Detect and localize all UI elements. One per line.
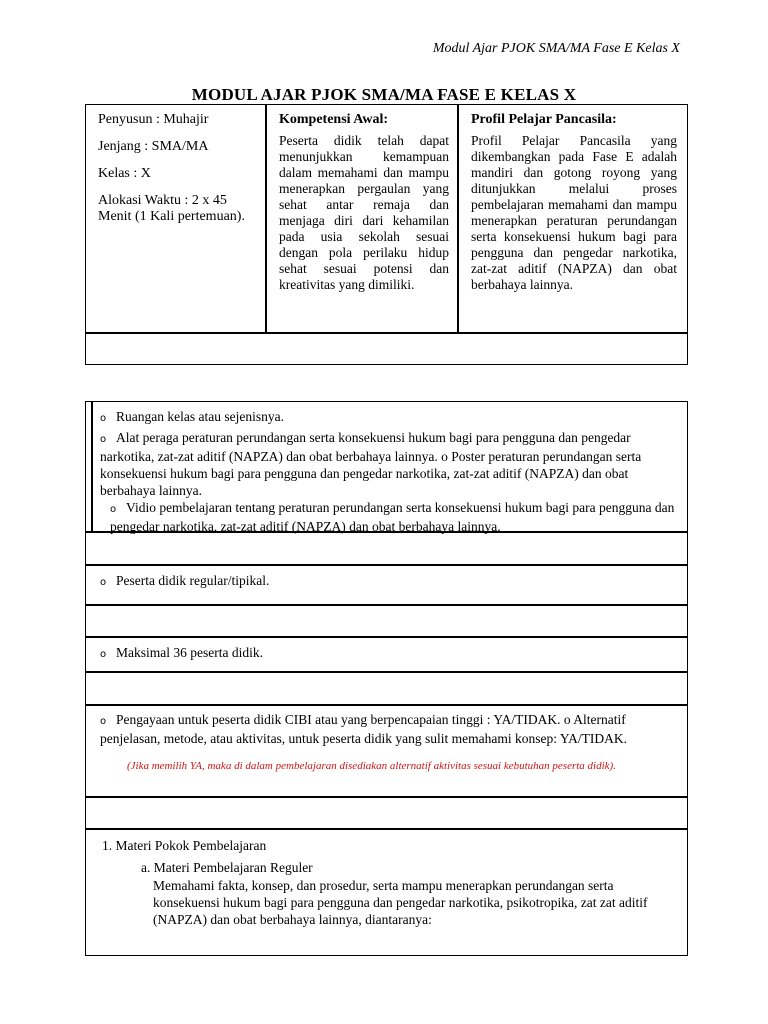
bullet-icon: o — [100, 413, 107, 424]
bullet-icon: o — [100, 434, 107, 445]
kompetensi-body: Peserta didik telah dapat menunjukkan kemampuan dalam memahami dan mampu menerapkan pergaulan yang sehat antar remaja dan menjaga diri dari kehamilan pada usia sekolah sesuai dengan pola perilaku hidup sehat sesuai potensi dan kreativitas yang dimiliki. — [279, 133, 449, 292]
bullet-icon: o — [100, 649, 107, 660]
moda-note: (Jika memilih YA, maka di dalam pembelajaran disediakan alternatif aktivitas sesuai kebutuhan peserta didik). — [127, 760, 616, 772]
jumlah-item: Maksimal 36 peserta didik. — [116, 645, 263, 660]
sarana-item-3: Vidio pembelajaran tentang peraturan perundangan serta konsekuensi hukum bagi para pengguna dan pengedar narkotika, zat-zat aditif (NAPZA) dan obat berbahaya lainnya. — [110, 500, 675, 534]
target-row — [100, 572, 680, 591]
info-col-profil — [471, 112, 677, 293]
kompetensi-heading: Kompetensi Awal: — [279, 112, 389, 127]
materi-heading: 1. Materi Pokok Pembelajaran — [102, 838, 267, 853]
sarana-item-1: Ruangan kelas atau sejenisnya. — [116, 409, 284, 424]
info-col-kompetensi — [279, 112, 449, 293]
info-col-identity — [98, 112, 258, 232]
profil-body: Profil Pelajar Pancasila yang dikembangkan pada Fase E adalah mandiri dan gotong royong yang ditunjukkan melalui proses pembelajaran memahami dan mampu menerapkan peraturan perundangan serta konsekuensi hukum bagi para pengguna dan pengedar narkotika, zat-zat aditif (NAPZA) dan obat berbahaya lainnya. — [471, 133, 677, 292]
document-title: MODUL AJAR PJOK SMA/MA FASE E KELAS X — [191, 85, 577, 104]
penyusun-text: Penyusun : Muhajir — [98, 112, 209, 127]
target-item: Peserta didik regular/tipikal. — [116, 573, 270, 588]
list-item — [100, 408, 680, 427]
moda-item: Pengayaan untuk peserta didik CIBI atau yang berpencapaian tinggi : YA/TIDAK. o Alternatif penjelasan, metode, atau aktivitas, untuk peserta didik yang sulit memahami konsep: YA/TIDAK. — [100, 712, 628, 746]
running-header: Modul Ajar PJOK SMA/MA Fase E Kelas X — [432, 41, 680, 56]
alokasi-text: Alokasi Waktu : 2 x 45 Menit (1 Kali pertemuan). — [98, 193, 245, 224]
bullet-icon: o — [100, 577, 107, 588]
kelas-text: Kelas : X — [98, 166, 151, 181]
jumlah-row — [100, 644, 680, 663]
jenjang-text: Jenjang : SMA/MA — [98, 139, 209, 154]
list-item — [100, 429, 680, 499]
profil-heading: Profil Pelajar Pancasila: — [471, 112, 617, 127]
materi-subheading: a. Materi Pembelajaran Reguler — [141, 860, 313, 875]
moda-row — [100, 711, 680, 747]
sarana-item-2: Alat peraga peraturan perundangan serta konsekuensi hukum bagi para pengguna dan pengedar narkotika, zat-zat aditif (NAPZA) dan obat berbahaya lainnya. o Poster peraturan perundangan serta konsekuensi hukum bagi para pengguna dan pengedar narkotika, zat-zat aditif (NAPZA) dan obat berbahaya lainnya. — [100, 430, 642, 498]
materi-body: Memahami fakta, konsep, dan prosedur, serta mampu menerapkan perundangan serta konsekuensi hukum bagi para pengguna dan pengedar narkotika, psikotropika, zat zat aditif (NAPZA) dan obat berbahaya lainnya, diantaranya: — [153, 878, 648, 927]
bullet-icon: o — [110, 504, 117, 515]
sarana-list — [100, 408, 680, 535]
bullet-icon: o — [100, 716, 107, 727]
list-item — [100, 499, 680, 535]
